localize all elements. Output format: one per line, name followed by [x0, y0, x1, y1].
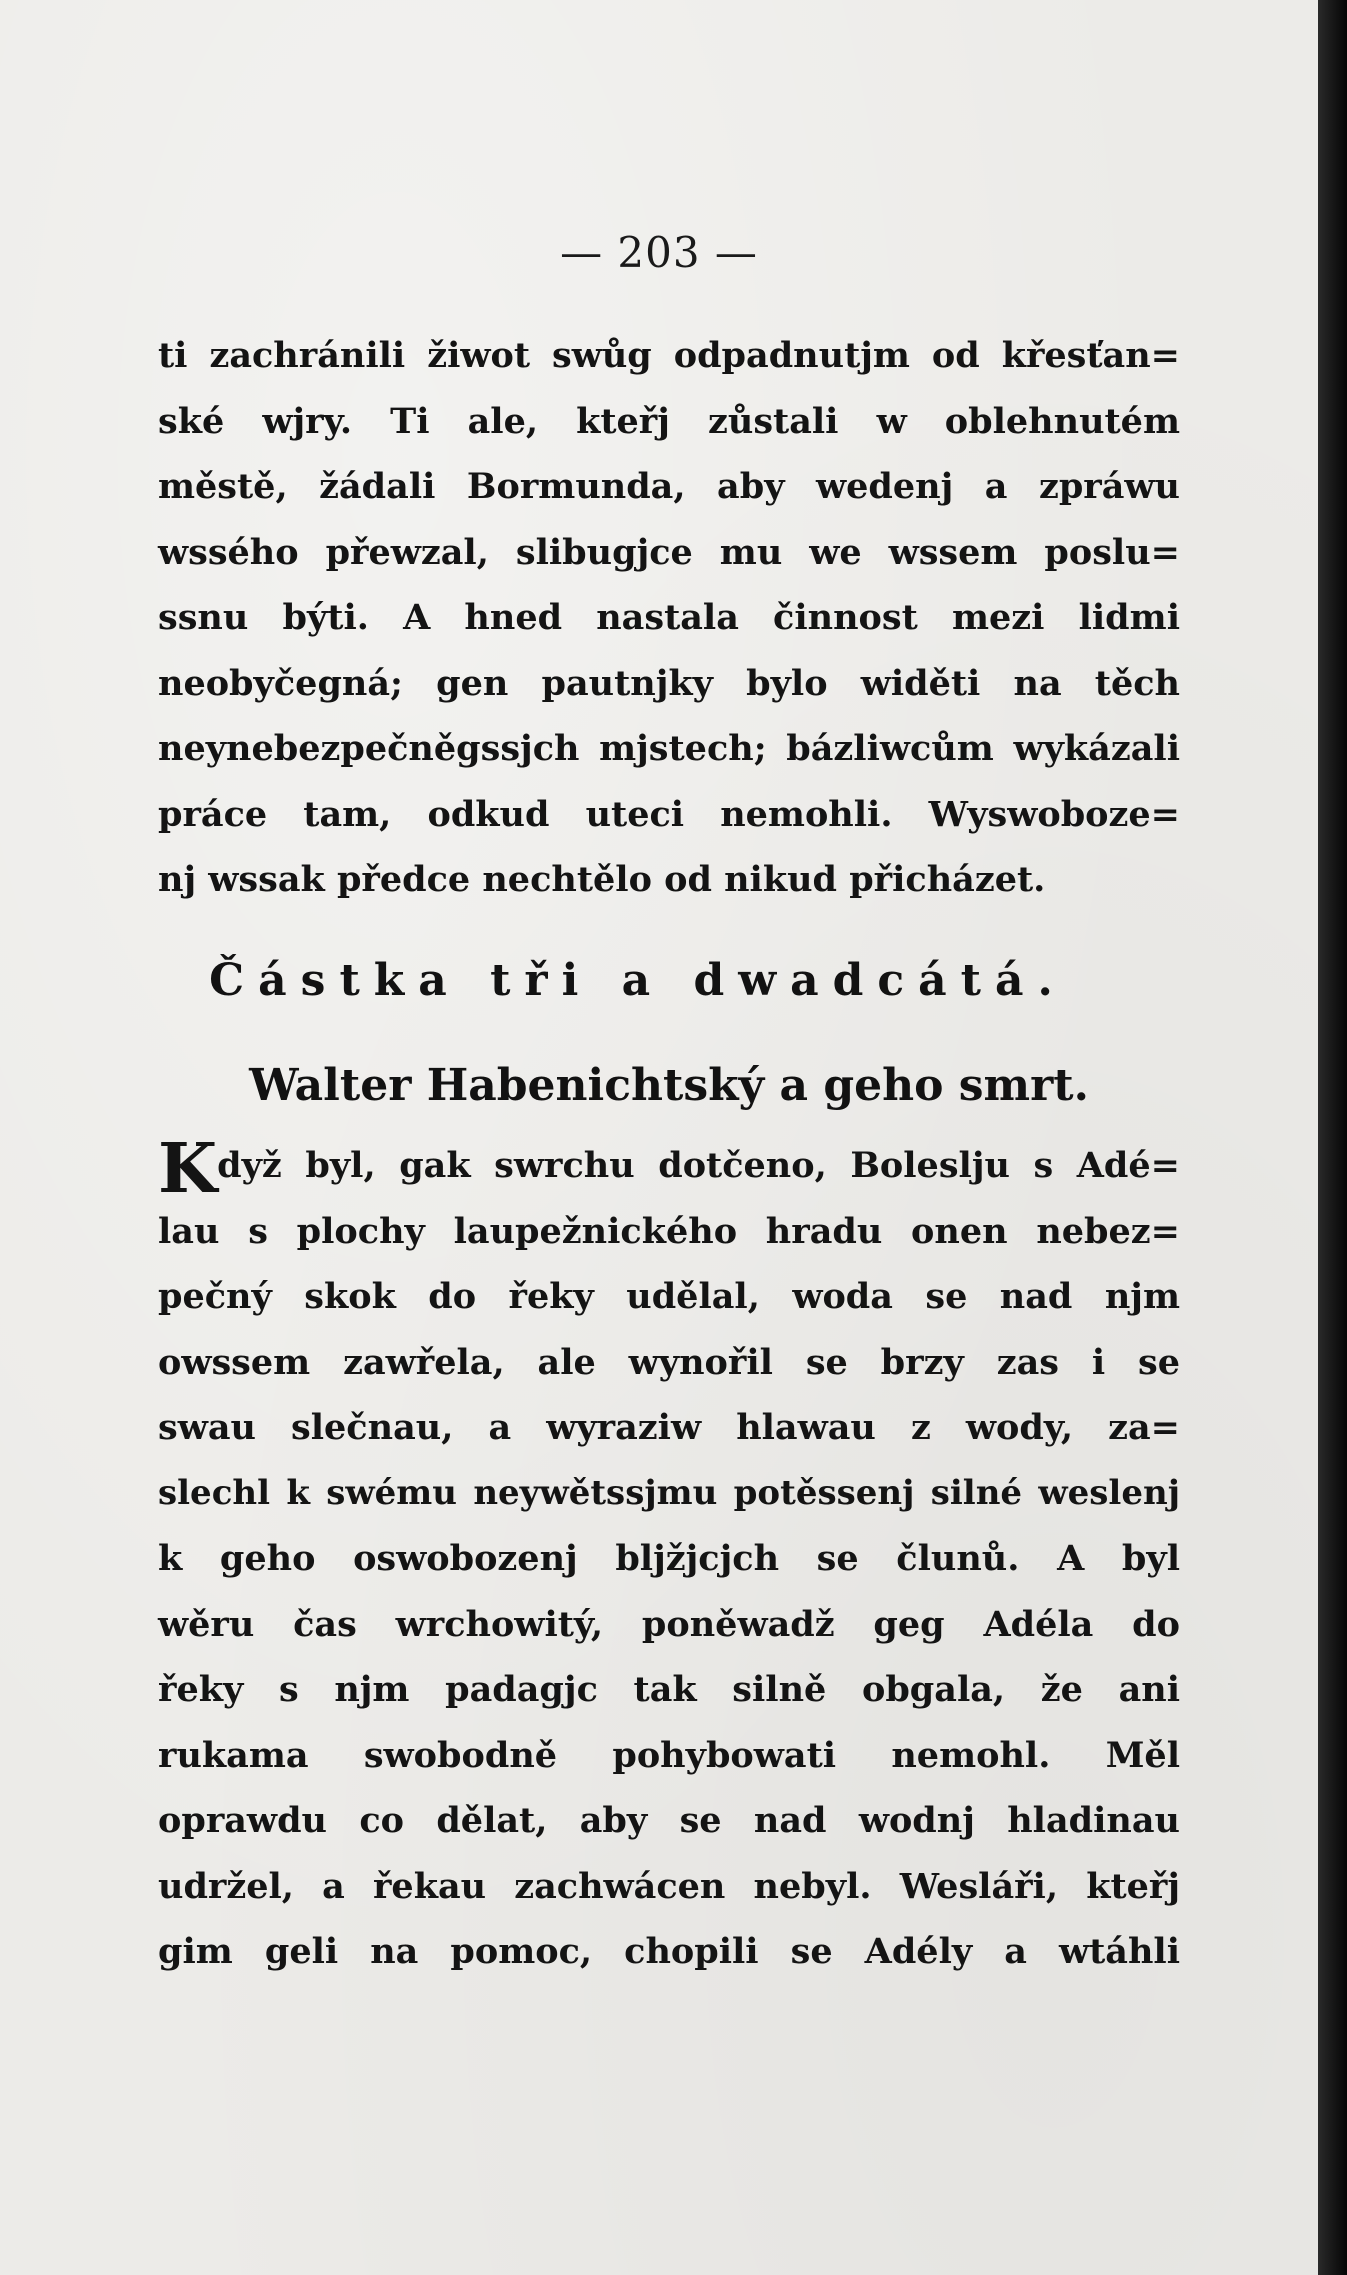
text-line: udržel, a řekau zachwácen nebyl. Wesláři, kteřj	[158, 1865, 1180, 1907]
text-line: owssem zawřela, ale wynořil se brzy zas i se	[158, 1341, 1180, 1383]
text-line: wssého přewzal, slibugjce mu we wssem poslu=	[158, 531, 1180, 573]
text-line: gim geli na pomoc, chopili se Adély a wtáhli	[158, 1931, 1180, 1972]
chapter-title: Walter Habenichtský a geho smrt.	[249, 1060, 1089, 1111]
text-line: ssnu býti. A hned nastala činnost mezi lidmi	[158, 597, 1180, 638]
text-line-rest: dyž byl, gak swrchu dotčeno, Boleslju s Adé=	[217, 1145, 1180, 1186]
text-line: slechl k swému neywětssjmu potěssenj silné weslenj	[158, 1472, 1180, 1513]
text-line: neynebezpečněgssjch mjstech; bázliwcům wykázali	[158, 728, 1180, 769]
paragraph-2	[158, 1128, 1180, 1985]
text-line: pečný skok do řeky udělal, woda se nad njm	[158, 1276, 1180, 1317]
text-line: neobyčegná; gen pautnjky bylo widěti na těch	[158, 662, 1180, 704]
chapter-heading: Částka tři a dwadcátá.	[209, 955, 1067, 1006]
text-line: nj wssak předce nechtělo od nikud přicházet.	[158, 859, 1046, 900]
text-line: ti zachránili žiwot swůg odpadnutjm od křesťan=	[158, 335, 1180, 376]
text-line: k geho oswobozenj blјžjcjch se člunů. A byl	[158, 1538, 1180, 1579]
text-line: městě, žádali Bormunda, aby wedenj a zpráwu	[158, 466, 1180, 507]
page-number: — 203 —	[560, 228, 758, 277]
text-line: řeky s njm padagjc tak silně obgala, že ani	[158, 1669, 1180, 1710]
text-line: ské wjry. Ti ale, kteřj zůstali w oblehnutém	[158, 400, 1180, 442]
text-line: wěru čas wrchowitý, poněwadž geg Adéla do	[158, 1603, 1180, 1645]
text-line: swau slečnau, a wyraziw hlawau z wody, za=	[158, 1407, 1180, 1448]
text-line: oprawdu co dělat, aby se nad wodnj hladinau	[158, 1800, 1180, 1841]
paragraph-1	[158, 323, 1180, 913]
text-line: lau s plochy laupežnického hradu onen nebez=	[158, 1210, 1180, 1252]
text-line	[158, 1128, 1180, 1209]
page-edge-shadow	[1318, 0, 1347, 2275]
drop-cap: K	[158, 1128, 218, 1209]
text-line: práce tam, odkud uteci nemohli. Wyswoboze=	[158, 793, 1180, 835]
text-line: rukama swobodně pohybowati nemohl. Měl	[158, 1734, 1180, 1776]
